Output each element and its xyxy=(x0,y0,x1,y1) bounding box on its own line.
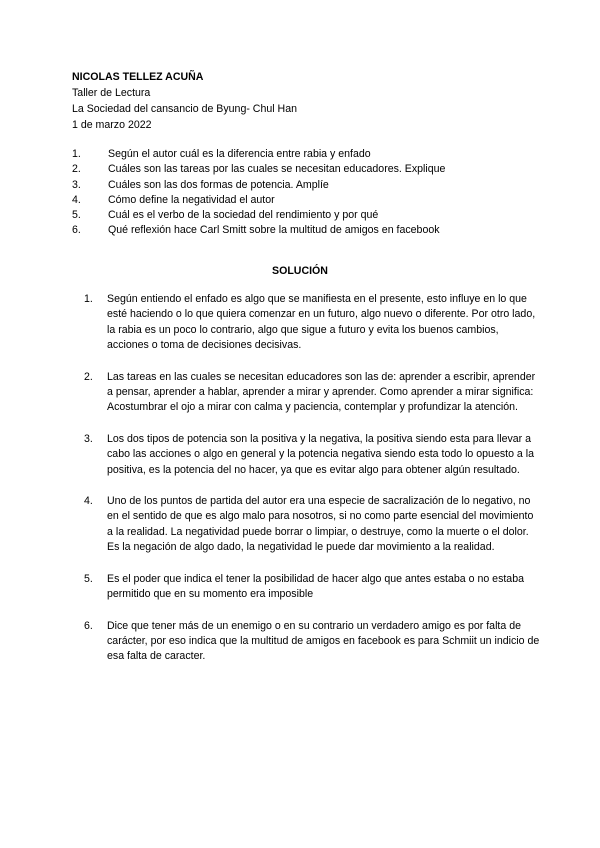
question-item xyxy=(72,208,542,223)
answer-text: Los dos tipos de potencia son la positiva y la negativa, la positiva siendo esta para llevar a cabo las acciones o algo en general y la potencia negativa siendo esta todo lo opuesto a la positiva, es la potencia del no hacer, ya que es evitar algo para obtener algún resultado. xyxy=(107,432,534,476)
course-name: Taller de Lectura xyxy=(72,87,151,99)
answer-number: 5. xyxy=(84,572,93,585)
book-title: La Sociedad del cansancio de Byung- Chul Han xyxy=(72,103,297,115)
question-item xyxy=(72,193,542,208)
solution-heading: SOLUCIÓN xyxy=(272,265,328,277)
answer-number: 6. xyxy=(84,619,93,632)
document-date: 1 de marzo 2022 xyxy=(72,119,152,131)
answer-item xyxy=(84,292,540,354)
answer-item xyxy=(84,619,540,665)
answer-text: Las tareas en las cuales se necesitan educadores son las de: aprender a escribir, aprender a pensar, aprender a hablar, aprender a mirar y aprender. Como aprender a mirar significa: Acostumbrar el ojo a mirar con calma y paciencia, contemplar y profundizar la atención. xyxy=(107,370,536,414)
question-item xyxy=(72,223,542,238)
question-number: 5. xyxy=(72,209,81,222)
document-header xyxy=(72,70,532,134)
question-number: 2. xyxy=(72,163,81,176)
answer-number: 3. xyxy=(84,432,93,445)
question-number: 1. xyxy=(72,148,81,160)
answer-text: Dice que tener más de un enemigo o en su contrario un verdadero amigo es por falta de carácter, por eso indica que la multitud de amigos en facebook es para Schmiit un indicio de esa falta de caracter. xyxy=(107,619,540,663)
answer-number: 4. xyxy=(84,495,93,508)
questions-list xyxy=(72,147,542,239)
answer-text: Según entiendo el enfado es algo que se manifiesta en el presente, esto influye en lo que esté haciendo o lo que quiera comenzar en un futuro, algo nuevo o diferente. Por otro lado, la rabia es un poco lo contrario, algo que sigue a futuro y evita los buenos cambios, acciones o toma de decisiones decisivas. xyxy=(107,293,536,352)
answer-item xyxy=(84,494,540,556)
answer-item xyxy=(84,572,540,603)
answer-text: Es el poder que indica el tener la posibilidad de hacer algo que antes estaba o no estaba permitido que en su momento era imposible xyxy=(107,572,524,601)
answer-text: Uno de los puntos de partida del autor era una especie de sacralización de lo negativo, no en el sentido de que es algo malo para nosotros, si no como parte esencial del movimiento a la realidad. La negatividad puede borrar o limpiar, o destruye, como la muerte o el dolor. Es la negación de algo dado, la negatividad le puede dar movimiento a la realidad. xyxy=(107,495,534,554)
question-text: Cuáles son las dos formas de potencia. Amplíe xyxy=(108,178,329,191)
question-text: Qué reflexión hace Carl Smitt sobre la multitud de amigos en facebook xyxy=(108,224,440,237)
question-text: Según el autor cuál es la diferencia entre rabia y enfado xyxy=(108,148,371,160)
answers-list xyxy=(84,292,540,681)
question-text: Cómo define la negatividad el autor xyxy=(108,193,275,206)
answer-item xyxy=(84,432,540,478)
question-item xyxy=(72,147,542,162)
question-item xyxy=(72,162,542,177)
question-item xyxy=(72,178,542,193)
author-name: NICOLAS TELLEZ ACUÑA xyxy=(72,71,204,83)
question-number: 4. xyxy=(72,193,81,206)
answer-item xyxy=(84,370,540,416)
question-text: Cuál es el verbo de la sociedad del rendimiento y por qué xyxy=(108,209,379,222)
question-number: 6. xyxy=(72,224,81,237)
answer-number: 2. xyxy=(84,370,93,383)
answer-number: 1. xyxy=(84,293,93,305)
question-number: 3. xyxy=(72,178,81,191)
question-text: Cuáles son las tareas por las cuales se necesitan educadores. Explique xyxy=(108,163,446,176)
